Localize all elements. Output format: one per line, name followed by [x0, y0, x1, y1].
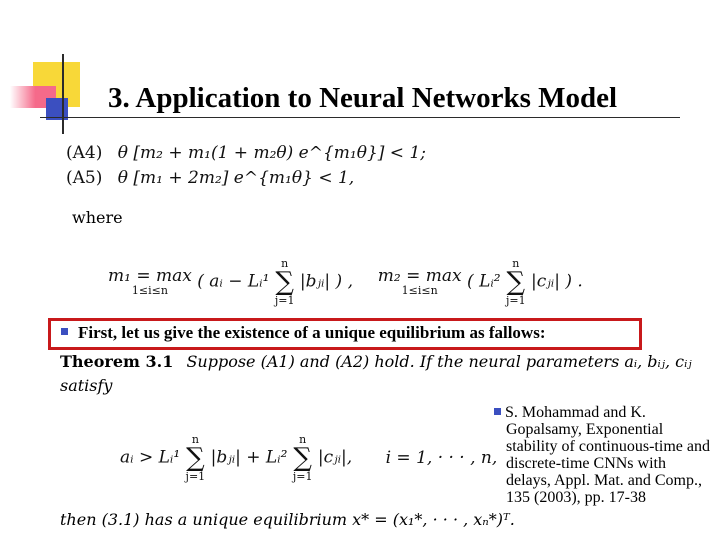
theorem-statement: [60, 352, 692, 371]
inequality-term-2: |cⱼᵢ|,: [317, 447, 353, 468]
sigma-icon: ∑: [186, 443, 205, 473]
inequality-range: i = 1, · · · , n,: [385, 447, 498, 468]
bullet-icon: [494, 408, 501, 415]
m2-sum-top: n: [512, 257, 520, 270]
vertical-rule: [62, 54, 64, 134]
m1-max-subscript: 1≤i≤n: [131, 284, 168, 297]
theorem-text: Suppose (A1) and (A2) hold. If the neural parameters aᵢ, bᵢⱼ, cᵢⱼ: [186, 352, 692, 371]
m2-max-subscript: 1≤i≤n: [401, 284, 438, 297]
m2-sum: [506, 258, 526, 306]
bullet-text: First, let us give the existence of a unique equilibrium as fallows:: [78, 323, 546, 342]
slide-title: 3. Application to Neural Networks Model: [108, 82, 618, 114]
sigma-icon: ∑: [293, 443, 312, 473]
m-definitions: [108, 258, 583, 306]
m1-sum-top: n: [281, 257, 289, 270]
reference-text: S. Mohammad and K. Gopalsamy, Exponential stability of continuous-time and discrete-time CNNs with delays, Appl. Mat. and Comp., 135 (2003), pp. 17-38: [505, 404, 710, 506]
bullet-icon: [61, 328, 68, 335]
inequality-lhs: aᵢ > Lᵢ¹: [120, 447, 181, 468]
m1-body-pre: ( aᵢ − Lᵢ¹: [197, 271, 270, 292]
m2-max: [378, 268, 462, 296]
m1-sum-bottom: j=1: [274, 294, 295, 307]
m1-max: [108, 268, 192, 296]
bullet-item: [61, 323, 545, 343]
inequality-sum-2: [293, 434, 313, 482]
m2-sum-bottom: j=1: [506, 294, 526, 307]
m1-body-post: |bⱼᵢ| ) ,: [299, 271, 353, 292]
sum1-bottom: j=1: [185, 470, 206, 483]
inequality-term-1: |bⱼᵢ| + Lᵢ²: [210, 447, 288, 468]
sigma-icon: ∑: [506, 267, 526, 297]
condition-a5: [66, 168, 354, 188]
where-label: where: [72, 208, 123, 227]
reference-citation: [506, 404, 711, 506]
highlight-box: [48, 318, 642, 350]
title-underline: [40, 117, 680, 118]
sum2-top: n: [299, 433, 307, 446]
sum1-top: n: [191, 433, 199, 446]
condition-a5-formula: θ [m₁ + 2m₂] e^{m₁θ} < 1,: [117, 168, 355, 188]
sigma-icon: ∑: [275, 267, 294, 297]
theorem-satisfy: satisfy: [60, 376, 113, 395]
condition-a4-label: (A4): [66, 143, 103, 163]
m1-sum: [275, 258, 295, 306]
inequality-sum-1: [186, 434, 206, 482]
m1-lhs: m₁ = max: [108, 266, 192, 286]
theorem-inequality: [120, 434, 497, 482]
condition-a5-label: (A5): [66, 168, 103, 188]
condition-a4: [66, 143, 426, 163]
m2-lhs: m₂ = max: [377, 266, 462, 286]
condition-a4-formula: θ [m₂ + m₁(1 + m₂θ) e^{m₁θ}] < 1;: [117, 143, 426, 163]
theorem-conclusion: then (3.1) has a unique equilibrium x* = (x₁*, · · · , xₙ*)ᵀ.: [60, 510, 515, 529]
m2-body-pre: ( Lᵢ²: [467, 271, 501, 292]
sum2-bottom: j=1: [292, 470, 313, 483]
theorem-label: Theorem 3.1: [60, 352, 174, 371]
m2-body-post: |cⱼᵢ| ) .: [531, 271, 583, 292]
